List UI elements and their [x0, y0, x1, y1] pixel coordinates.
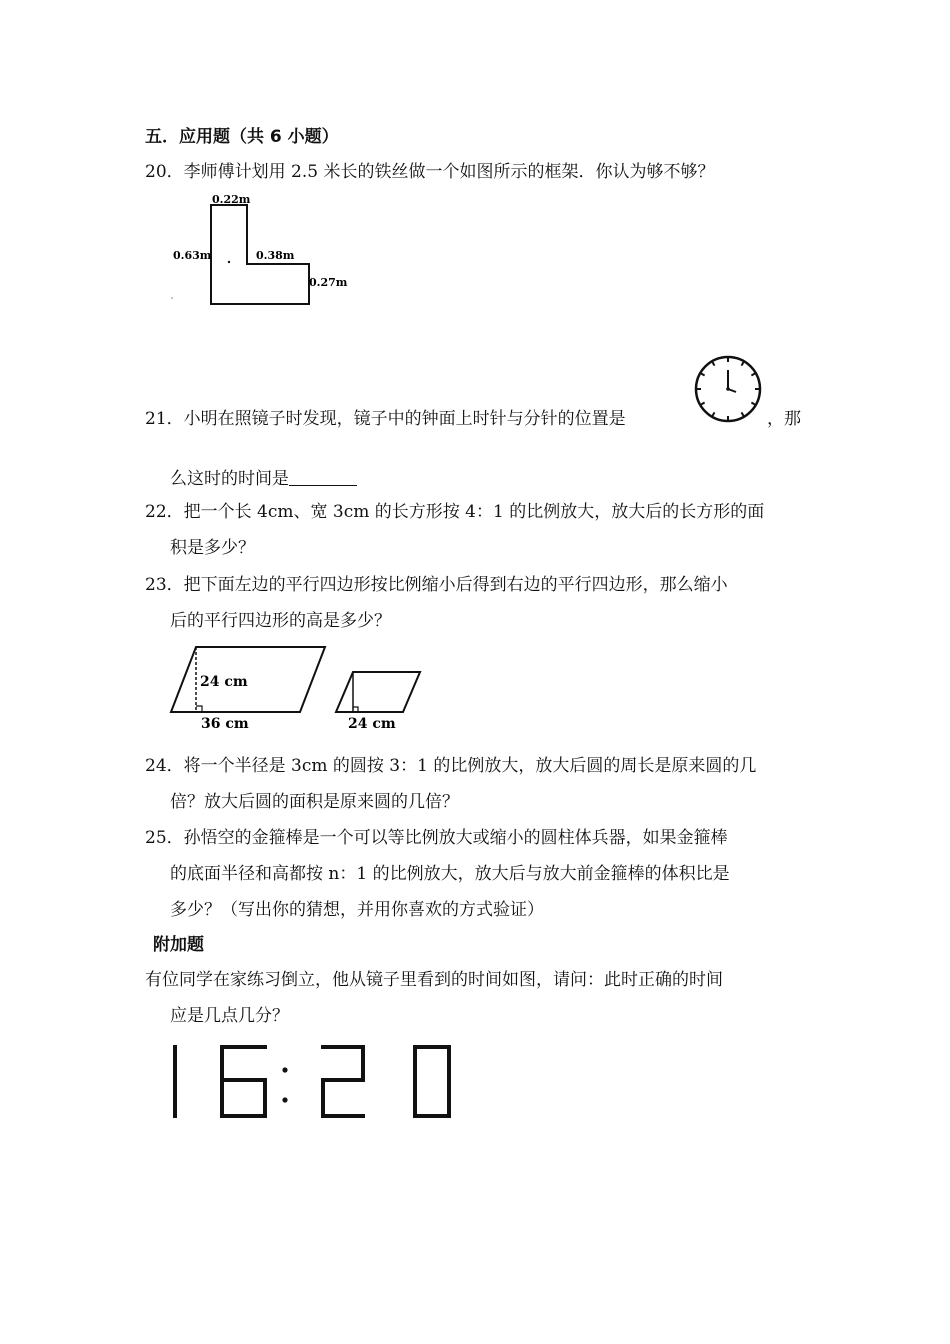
label-left: 0.63m: [173, 249, 212, 262]
colon-dot-top: [282, 1067, 287, 1072]
label-right: 0.27m: [309, 276, 348, 289]
answer-blank: [289, 467, 357, 486]
question-25-line2: 的底面半径和高都按 n：1 的比例放大，放大后与放大前金箍棒的体积比是: [170, 864, 730, 884]
question-25-line1: 25．孙悟空的金箍棒是一个可以等比例放大或缩小的圆柱体兵器，如果金箍棒: [145, 828, 728, 848]
question-24-line2: 倍？放大后圆的面积是原来圆的几倍？: [170, 792, 459, 812]
label-top: 0.22m: [212, 193, 251, 206]
question-21-text-c: 么这时的时间是: [170, 469, 289, 489]
mirror-digital-clock: [165, 1040, 465, 1125]
big-base-label: 36 cm: [201, 716, 249, 732]
question-25-line3: 多少？（写出你的猜想，并用你喜欢的方式验证）: [170, 900, 544, 920]
small-parallelogram: [336, 672, 420, 712]
parallelograms-figure: [165, 640, 445, 735]
question-22-line2: 积是多少？: [170, 538, 255, 558]
mirror-clock-icon: [692, 353, 764, 425]
question-21-text-a: 21．小明在照镜子时发现，镜子中的钟面上时针与分针的位置是: [145, 409, 626, 429]
question-24-line1: 24．将一个半径是 3cm 的圆按 3：1 的比例放大，放大后圆的周长是原来圆的几: [145, 756, 757, 776]
question-21-text-b: ，那: [767, 409, 801, 429]
label-middle: 0.38m: [256, 249, 295, 262]
digit-0: [415, 1047, 449, 1116]
digit-2: [323, 1047, 363, 1116]
l-frame-figure: [168, 190, 358, 310]
question-23-line1: 23．把下面左边的平行四边形按比例缩小后得到右边的平行四边形，那么缩小: [145, 575, 728, 595]
digit-2-mirrored: [222, 1047, 265, 1116]
big-height-label: 24 cm: [200, 674, 248, 690]
small-base-label: 24 cm: [348, 716, 396, 732]
colon-dot-bottom: [282, 1097, 287, 1102]
extra-title: 附加题: [153, 935, 204, 955]
question-20-text: 20．李师傅计划用 2.5 米长的铁丝做一个如图所示的框架．你认为够不够？: [145, 162, 715, 182]
question-23-line2: 后的平行四边形的高是多少？: [170, 611, 391, 631]
extra-line1: 有位同学在家练习倒立，他从镜子里看到的时间如图，请问：此时正确的时间: [145, 970, 723, 990]
extra-line2: 应是几点几分？: [170, 1006, 289, 1026]
section-title: 五．应用题（共 6 小题）: [145, 127, 339, 147]
question-21-line2: [170, 467, 357, 491]
question-22-line1: 22．把一个长 4cm、宽 3cm 的长方形按 4：1 的比例放大，放大后的长方形的面: [145, 502, 765, 522]
big-parallelogram: [171, 647, 325, 712]
